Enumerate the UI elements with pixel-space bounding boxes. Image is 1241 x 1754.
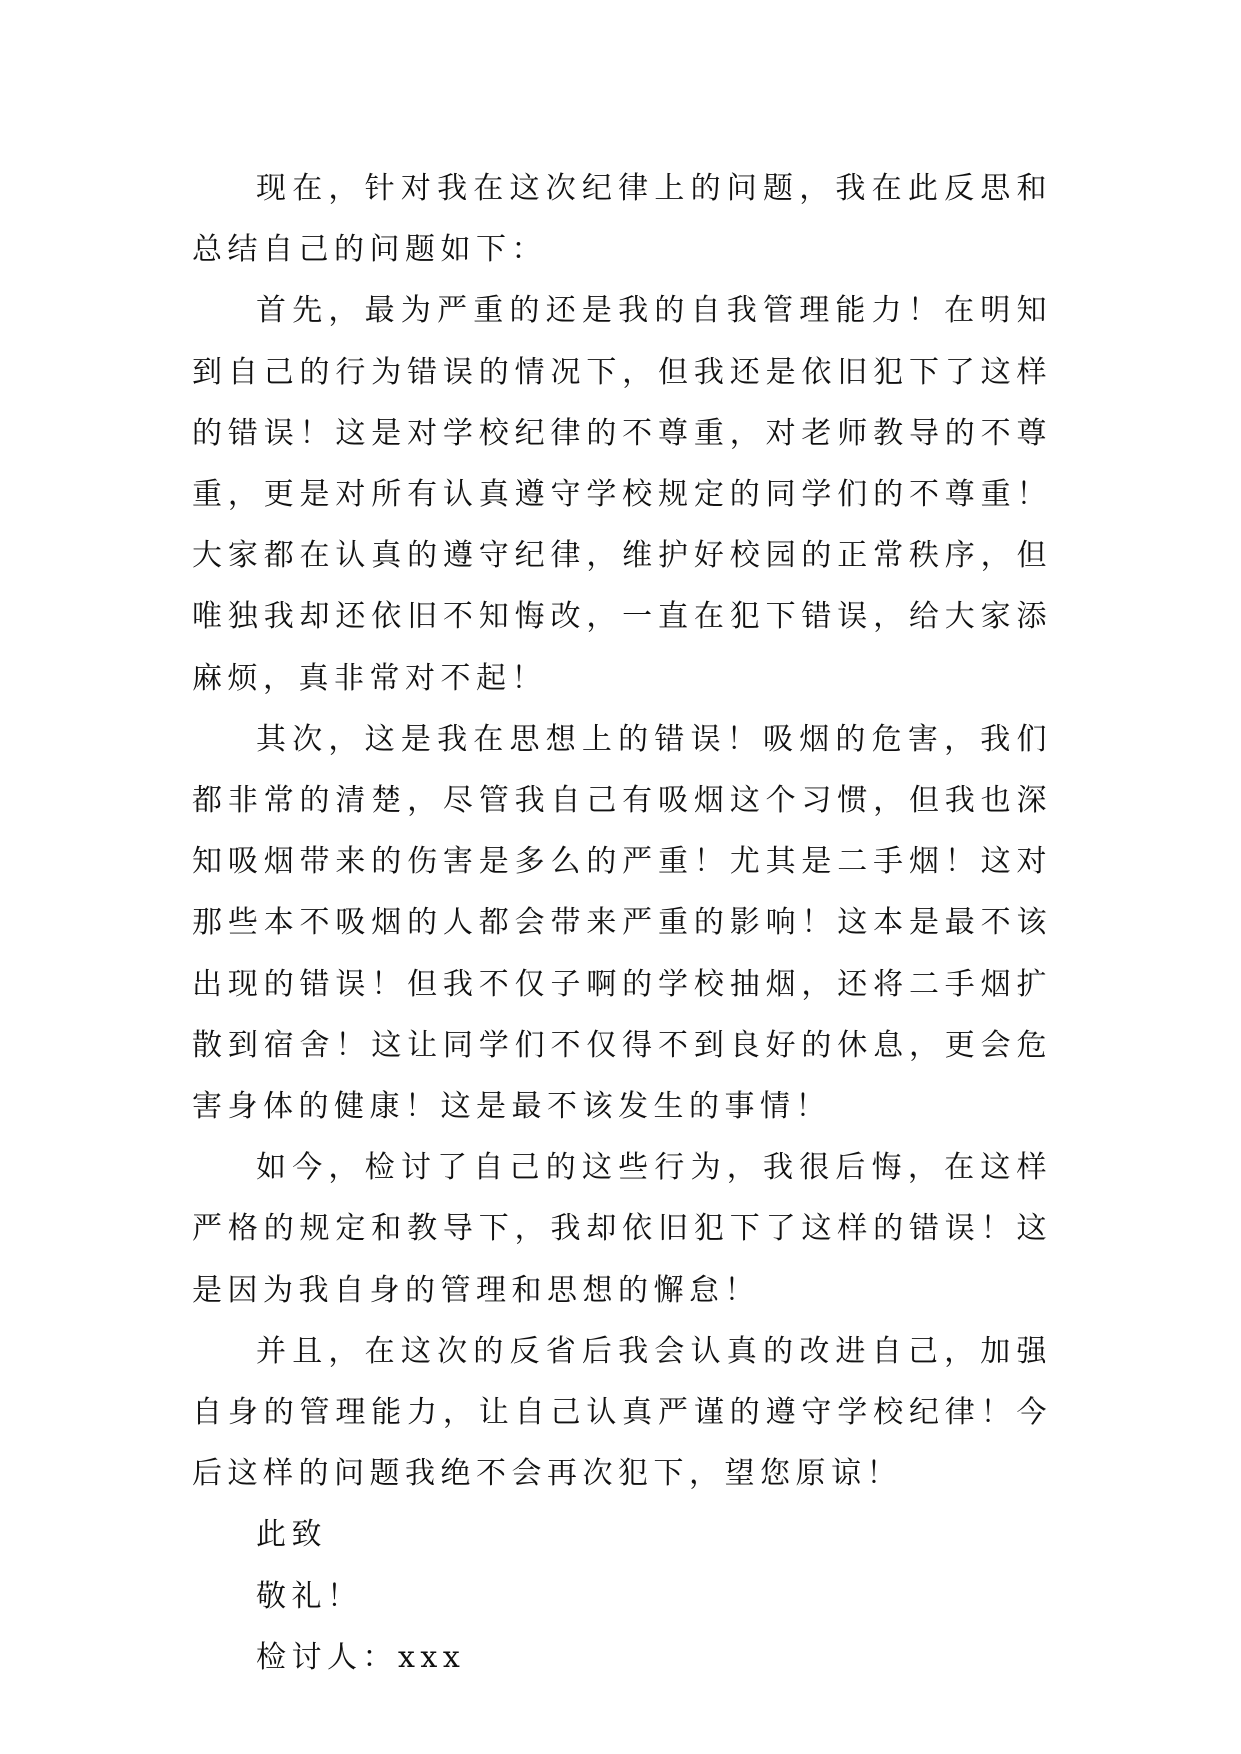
- paragraph-intro: 现在，针对我在这次纪律上的问题，我在此反思和总结自己的问题如下：: [192, 171, 1052, 268]
- paragraph-first-point: 首先，最为严重的还是我的自我管理能力！在明知到自己的行为错误的情况下，但我还是依旧犯下了这样的错误！这是对学校纪律的不尊重，对老师教导的不尊重，更是对所有认真遵守学校规定的同学们的不尊重！大家都在认真的遵守纪律，维护好校园的正常秩序，但唯独我却还依旧不知悔改，一直在犯下错误，给大家添麻烦，真非常对不起！: [192, 293, 1052, 696]
- closing-regards: 敬礼！: [256, 1578, 363, 1614]
- closing-salutation: 此致: [256, 1517, 327, 1553]
- paragraph-reflection: 如今，检讨了自己的这些行为，我很后悔，在这样严格的规定和教导下，我却依旧犯下了这样的错误！这是因为我自身的管理和思想的懈怠！: [192, 1150, 1052, 1308]
- paragraph-commitment: 并且，在这次的反省后我会认真的改进自己，加强自身的管理能力，让自己认真严谨的遵守学校纪律！今后这样的问题我绝不会再次犯下，望您原谅！: [192, 1333, 1052, 1492]
- signer-line: 检讨人：xxx: [256, 1639, 466, 1675]
- letter-body: [192, 158, 1052, 1688]
- paragraph-second-point: 其次，这是我在思想上的错误！吸烟的危害，我们都非常的清楚，尽管我自己有吸烟这个习惯，但我也深知吸烟带来的伤害是多么的严重！尤其是二手烟！这对那些本不吸烟的人都会带来严重的影响！这本是最不该出现的错误！但我不仅子啊的学校抽烟，还将二手烟扩散到宿舍！这让同学们不仅得不到良好的休息，更会危害身体的健康！这是最不该发生的事情！: [192, 721, 1052, 1125]
